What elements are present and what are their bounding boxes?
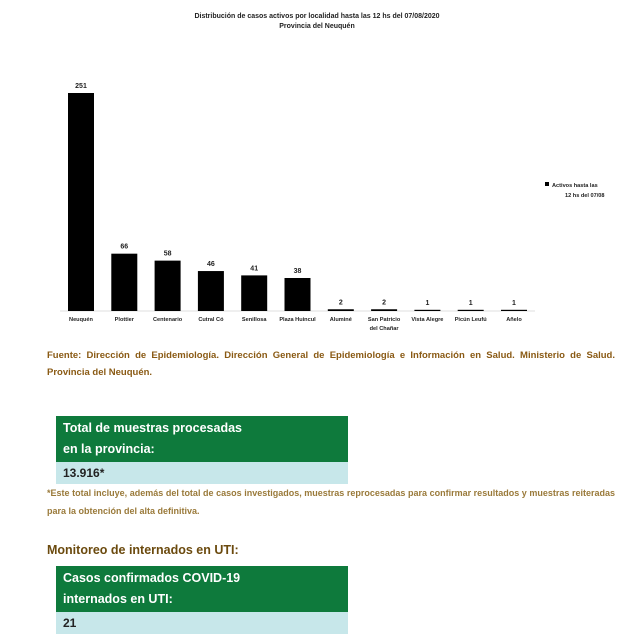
samples-header [56,416,348,462]
category-label: Plottier [114,317,134,323]
bar [501,310,527,311]
category-label: Cutral Có [198,317,224,323]
icu-title-line1: Casos confirmados COVID-19 [63,571,241,585]
samples-box [56,416,348,484]
legend-swatch [545,182,549,186]
category-label: Senillosa [241,317,267,323]
data-label: 1 [425,299,430,307]
bar [68,93,94,311]
bar [285,278,311,311]
icu-section-title: Monitoreo de internados en UTI: [47,543,239,557]
chart-subtitle: Provincia del Neuquén [279,23,355,30]
data-label: 2 [338,299,343,307]
category-label: Vista Alegre [411,317,444,323]
icu-value: 21 [56,612,348,634]
category-label: del Chañar [369,326,399,332]
bar [155,261,181,311]
source-text: Fuente: Dirección de Epidemiología. Dirección General de Epidemiología e Información en Salud. Ministerio de Salud. Provincia del Neuquén. [47,350,615,378]
category-label: Plaza Huincul [279,317,316,323]
data-label: 38 [293,267,302,275]
legend-label: Activos hasta las [552,183,598,189]
legend-label: 12 hs del 07/08 [565,193,605,199]
icu-box [56,566,348,634]
bar [414,310,440,311]
data-label: 2 [382,299,387,307]
bar [458,310,484,311]
icu-title-line2: internados en UTI: [63,592,173,606]
category-label: Centenario [152,317,183,323]
bar [198,271,224,311]
category-label: Aluminé [329,317,352,323]
category-label: Picún Leufú [454,317,487,323]
data-label: 251 [75,83,87,90]
data-label: 66 [120,243,129,251]
data-label: 1 [468,299,473,307]
data-label: 58 [163,250,172,258]
bar [111,254,137,311]
samples-note: *Este total incluye, además del total de casos investigados, muestras reprocesadas para confirmar resultados y muestras reiteradas para la obtención del alta definitiva. [47,488,615,516]
samples-value: 13.916* [56,462,348,484]
bar [241,275,267,311]
samples-title-line2: en la provincia: [63,442,155,456]
data-label: 1 [512,299,516,307]
category-label: Neuquén [69,317,93,323]
category-label: Añelo [506,317,522,323]
chart-title: Distribución de casos activos por localidad hasta las 12 hs del 07/08/2020 [194,13,440,20]
bar [371,309,397,311]
data-label: 46 [207,261,215,269]
data-label: 41 [250,265,259,273]
category-label: San Patricio [367,317,401,323]
samples-title-line1: Total de muestras procesadas [63,421,243,435]
icu-header [56,566,348,612]
bar [328,309,354,311]
